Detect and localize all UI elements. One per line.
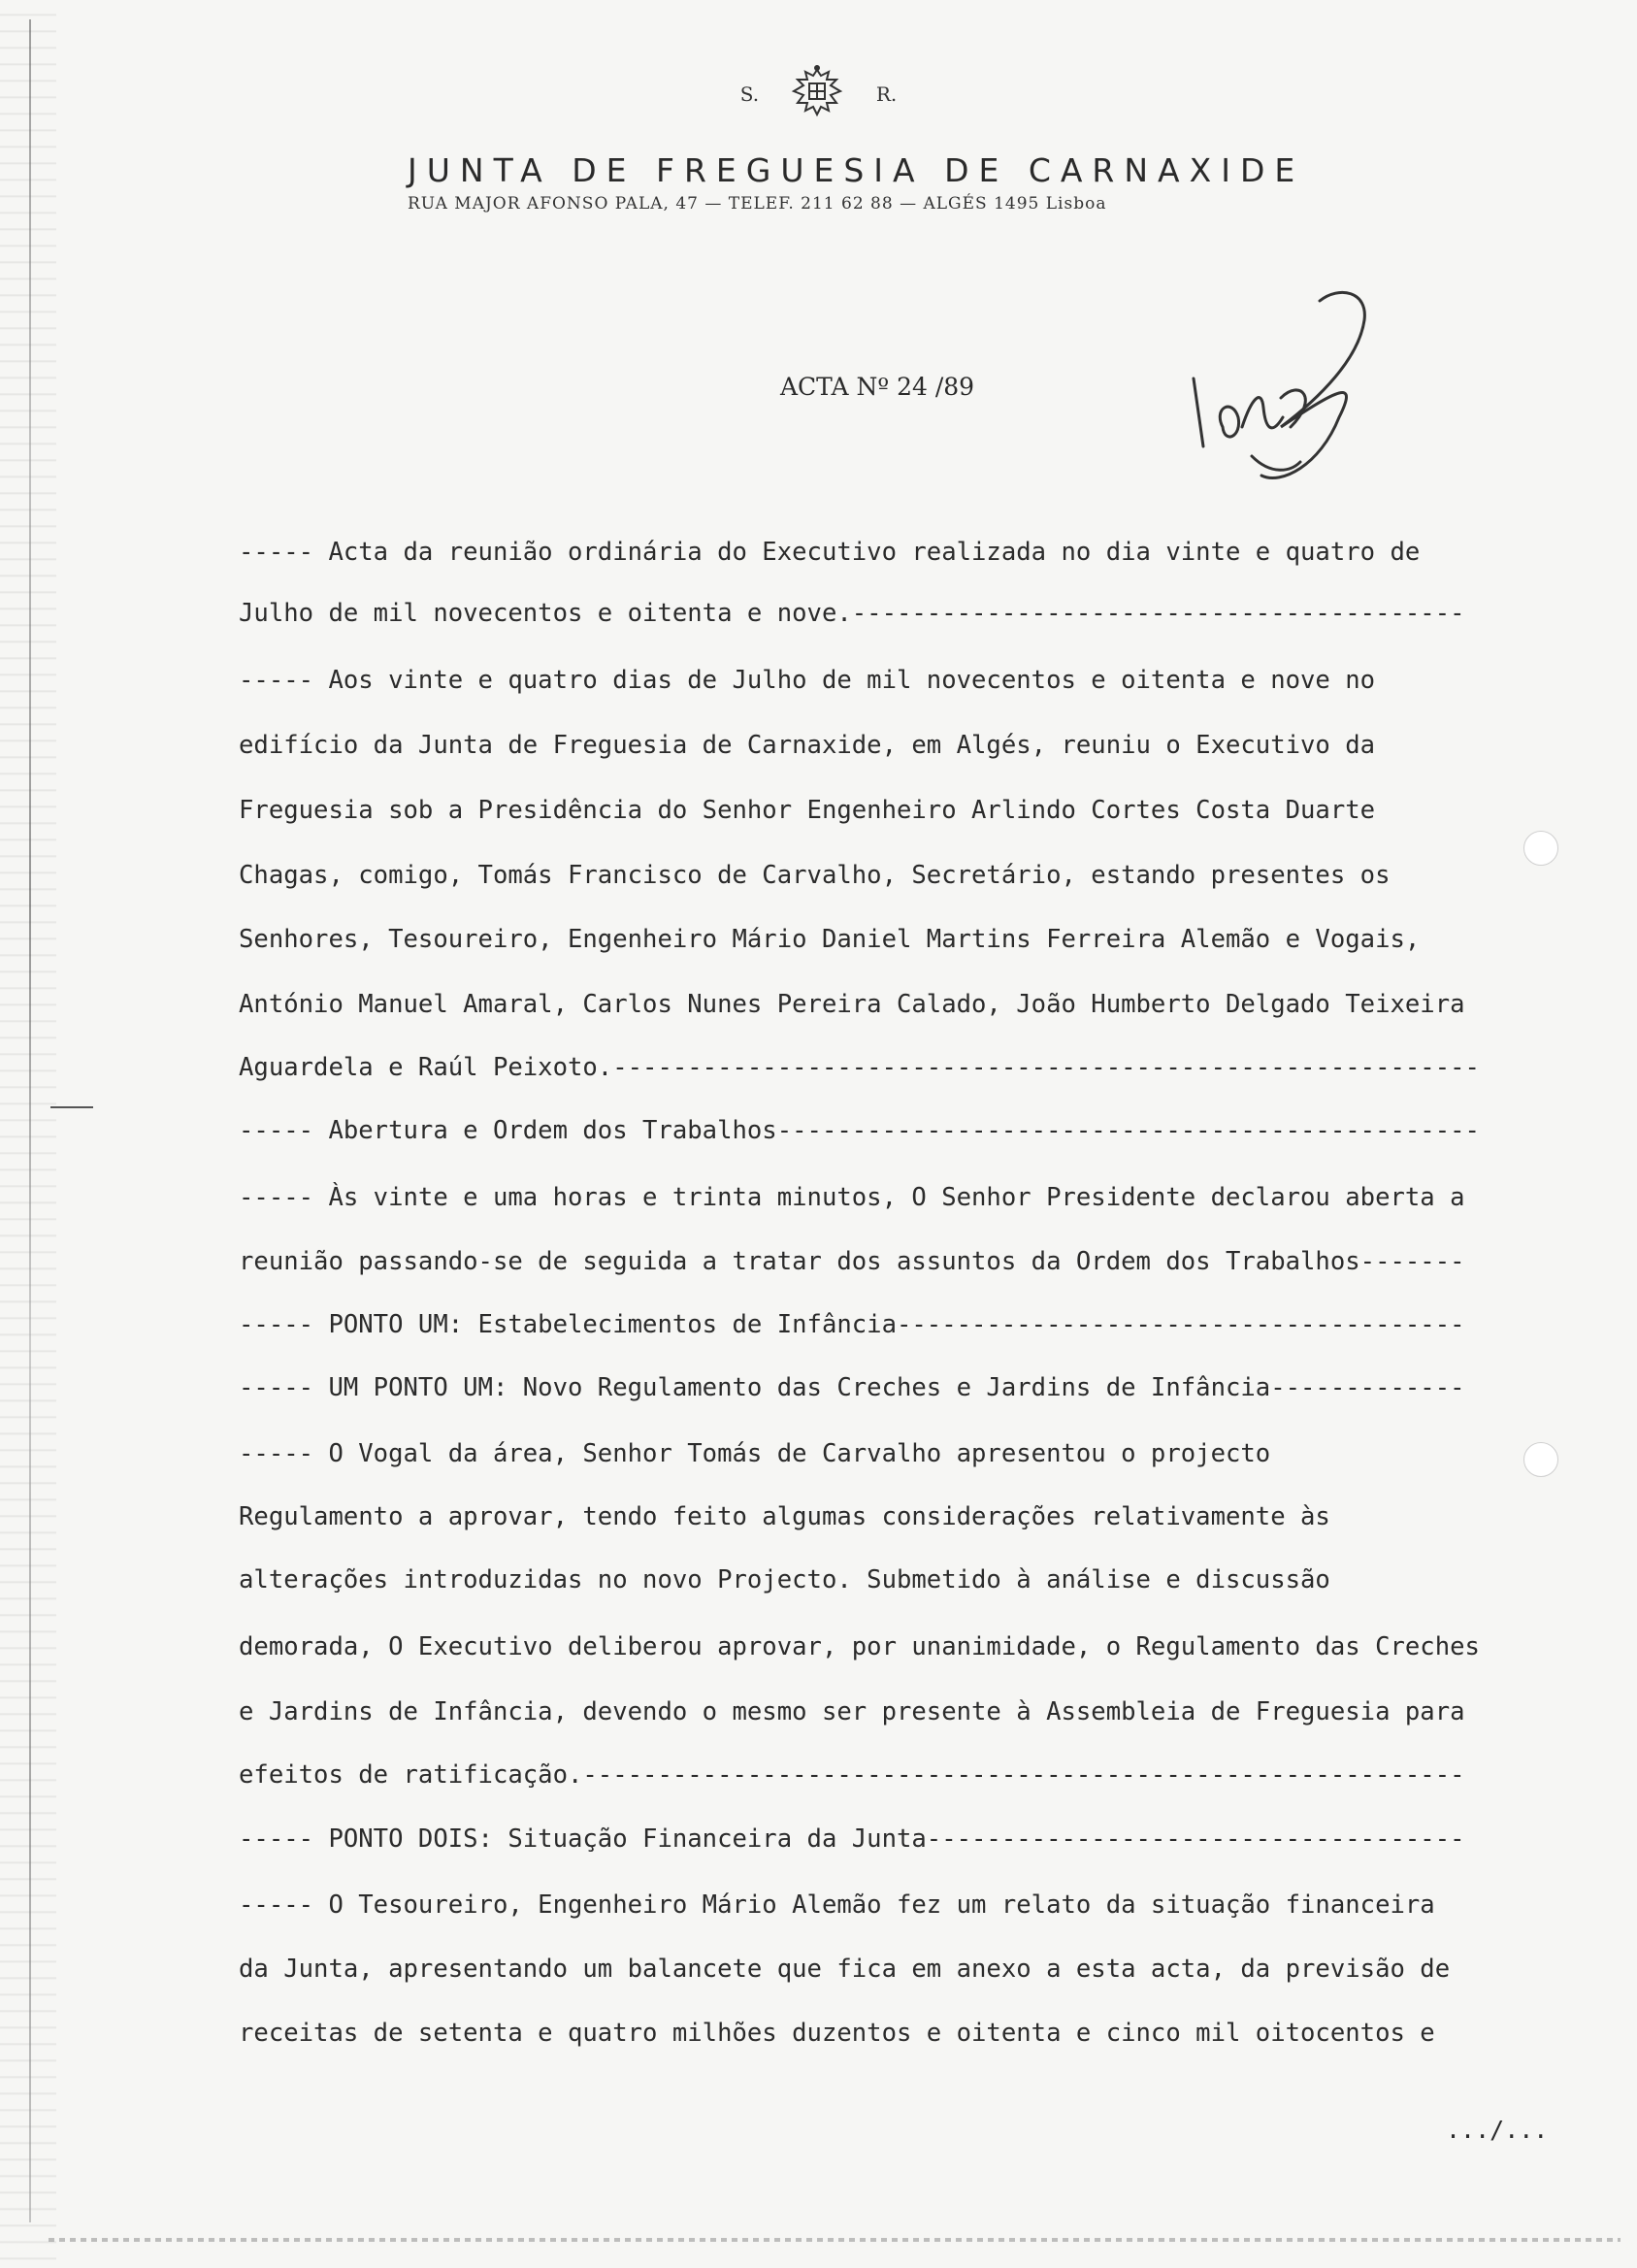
margin-mark — [50, 1106, 93, 1108]
text-line: e Jardins de Infância, devendo o mesmo ser presente à Assembleia de Freguesia para — [239, 1697, 1465, 1726]
text-line: ----- PONTO UM: Estabelecimentos de Infância-------------------------------------- — [239, 1310, 1465, 1339]
continuation-mark: .../... — [1446, 2116, 1549, 2144]
text-line: reunião passando-se de seguida a tratar dos assuntos da Ordem dos Trabalhos------- — [239, 1247, 1465, 1276]
text-line: ----- PONTO DOIS: Situação Financeira da Junta------------------------------------ — [239, 1824, 1465, 1854]
text-line: Julho de mil novecentos e oitenta e nove.----------------------------------------- — [239, 599, 1465, 628]
text-line: ----- Aos vinte e quatro dias de Julho de mil novecentos e oitenta e nove no — [239, 666, 1376, 695]
text-line: alterações introduzidas no novo Projecto. Submetido à análise e discussão — [239, 1565, 1330, 1594]
handwritten-signature — [1174, 281, 1417, 505]
text-line: efeitos de ratificação.----------------------------------------------------------- — [239, 1760, 1465, 1790]
bottom-edge — [49, 2238, 1621, 2242]
binding-line — [29, 19, 31, 2222]
coat-of-arms-icon — [786, 64, 848, 123]
letterhead-title: JUNTA DE FREGUESIA DE CARNAXIDE — [408, 151, 1305, 189]
text-line: ----- Acta da reunião ordinária do Executivo realizada no dia vinte e quatro de — [239, 538, 1421, 567]
letterhead-right-initial: R. — [875, 82, 898, 106]
letterhead-emblem-row — [0, 64, 1637, 123]
text-line: receitas de setenta e quatro milhões duzentos e oitenta e cinco mil oitocentos e — [239, 2019, 1435, 2048]
text-line: ----- O Vogal da área, Senhor Tomás de Carvalho apresentou o projecto — [239, 1439, 1271, 1468]
text-line: da Junta, apresentando um balancete que fica em anexo a esta acta, da previsão de — [239, 1955, 1451, 1984]
text-line: ----- O Tesoureiro, Engenheiro Mário Alemão fez um relato da situação financeira — [239, 1890, 1435, 1920]
text-line: Freguesia sob a Presidência do Senhor Engenheiro Arlindo Cortes Costa Duarte — [239, 796, 1376, 825]
text-line: ----- UM PONTO UM: Novo Regulamento das Creches e Jardins de Infância------------- — [239, 1373, 1465, 1402]
text-line: Senhores, Tesoureiro, Engenheiro Mário Daniel Martins Ferreira Alemão e Vogais, — [239, 925, 1421, 954]
text-line: ----- Abertura e Ordem dos Trabalhos----------------------------------------------- — [239, 1116, 1480, 1145]
text-line: Aguardela e Raúl Peixoto.---------------------------------------------------------- — [239, 1053, 1480, 1082]
acta-number: ACTA Nº 24 /89 — [780, 373, 975, 401]
text-line: ----- Às vinte e uma horas e trinta minutos, O Senhor Presidente declarou aberta a — [239, 1183, 1465, 1212]
letterhead-address: RUA MAJOR AFONSO PALA, 47 — TELEF. 211 62 88 — ALGÉS 1495 Lisboa — [408, 194, 1107, 214]
text-line: edifício da Junta de Freguesia de Carnaxide, em Algés, reuniu o Executivo da — [239, 731, 1376, 760]
text-line: Chagas, comigo, Tomás Francisco de Carvalho, Secretário, estando presentes os — [239, 861, 1391, 890]
text-line: Regulamento a aprovar, tendo feito algumas considerações relativamente às — [239, 1502, 1330, 1531]
text-line: demorada, O Executivo deliberou aprovar, por unanimidade, o Regulamento das Creches — [239, 1632, 1480, 1661]
letterhead-left-initial: S. — [739, 82, 760, 106]
binding-edge — [0, 0, 56, 2268]
text-line: António Manuel Amaral, Carlos Nunes Pereira Calado, João Humberto Delgado Teixeira — [239, 990, 1465, 1019]
